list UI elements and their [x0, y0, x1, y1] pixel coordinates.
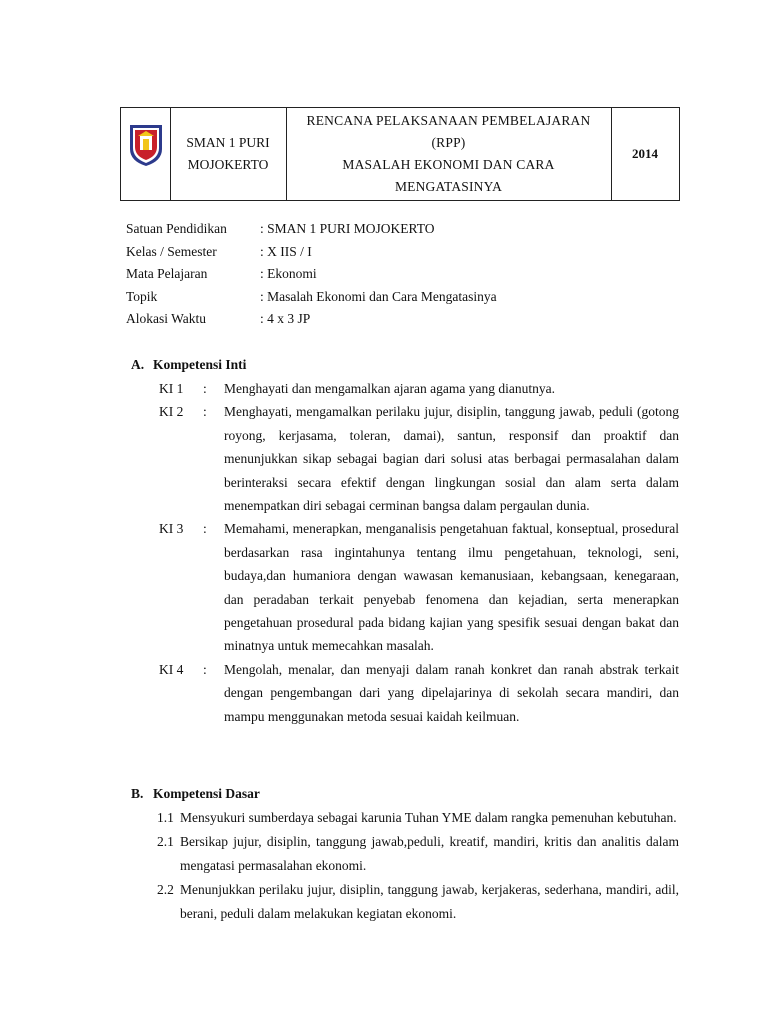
section-b-heading: [131, 786, 260, 802]
identity-label: Alokasi Waktu: [126, 311, 207, 327]
identity-value: : X IIS / I: [260, 243, 312, 259]
ki-code: KI 4: [159, 661, 184, 677]
ki-colon: :: [203, 661, 207, 677]
section-a-title: Kompetensi Inti: [153, 357, 247, 372]
identity-label: Satuan Pendidikan: [126, 221, 227, 236]
identity-row: [126, 286, 686, 309]
ki-item: [159, 517, 679, 657]
title-cell: [286, 108, 611, 201]
ki-code: KI 2: [159, 404, 184, 420]
ki-item: [159, 377, 679, 400]
kd-text: Mensyukuri sumberdaya sebagai karunia Tuhan YME dalam rangka pemenuhan kebutuhan.: [180, 810, 677, 825]
identity-value: : 4 x 3 JP: [260, 311, 311, 327]
ki-colon: :: [203, 381, 207, 396]
school-name-line1: SMAN 1 PURI: [186, 135, 270, 150]
identity-label: Mata Pelajaran: [126, 266, 208, 282]
kd-number: 2.1: [157, 834, 174, 850]
ki-item: [159, 400, 679, 517]
kd-item: [157, 830, 679, 877]
section-a-heading: [131, 357, 246, 373]
identity-label: Kelas / Semester: [126, 243, 217, 259]
identity-row: [126, 263, 686, 286]
section-a-letter: A.: [131, 357, 145, 372]
year-cell: [611, 108, 679, 201]
doc-title-line3: MASALAH EKONOMI DAN CARA: [342, 157, 555, 172]
year-label: 2014: [632, 146, 658, 161]
kd-text: Bersikap jujur, disiplin, tanggung jawab,peduli, kreatif, mandiri, kritis dan analitis dalam mengatasi permasalahan ekonomi.: [180, 834, 679, 873]
school-cell: [170, 108, 286, 201]
doc-title-line4: MENGATASINYA: [394, 179, 503, 194]
doc-title-line1: RENCANA PELAKSANAAN PEMBELAJARAN: [306, 113, 591, 128]
ki-text: Mengolah, menalar, dan menyaji dalam ranah konkret dan ranah abstrak terkait dengan pengembangan dari yang dipelajarinya di sekolah secara mandiri, dan mampu menggunakan metoda sesuai kaidah keilmuan.: [224, 661, 679, 724]
kd-item: [157, 806, 679, 829]
kompetensi-dasar-list: [157, 806, 679, 926]
identity-block: [126, 218, 686, 331]
ki-code: KI 3: [159, 521, 184, 537]
section-b-title: Kompetensi Dasar: [153, 786, 260, 801]
identity-row: [126, 241, 686, 264]
ki-colon: :: [203, 521, 207, 537]
ki-item: [159, 658, 679, 728]
identity-value: : Ekonomi: [260, 266, 317, 282]
doc-title-line2: (RPP): [431, 135, 466, 150]
identity-row: [126, 308, 686, 331]
kompetensi-inti-list: [159, 377, 679, 728]
identity-value: : SMAN 1 PURI MOJOKERTO: [260, 221, 435, 236]
ki-text: Menghayati, mengamalkan perilaku jujur, disiplin, tanggung jawab, peduli (gotong royong, kerjasama, toleran, damai), santun, responsif dan proaktif dan menunjukkan sikap sebagai bagian dari solusi atas berbagai permasalahan dalam berinteraksi secara efektif dengan lingkungan sosial dan alam serta dalam menempatkan diri sebagai cerminan bangsa dalam pergaulan dunia.: [224, 404, 679, 514]
identity-label: Topik: [126, 288, 158, 304]
logo-cell: [120, 108, 170, 201]
kd-text: Menunjukkan perilaku jujur, disiplin, tanggung jawab, kerjakeras, sederhana, mandiri, adil, berani, peduli dalam melakukan kegiatan ekonomi.: [180, 882, 679, 921]
kd-number: 1.1: [157, 810, 174, 825]
school-name-line2: MOJOKERTO: [187, 157, 269, 172]
section-b-letter: B.: [131, 786, 144, 801]
ki-text: Memahami, menerapkan, menganalisis pengetahuan faktual, konseptual, prosedural berdasarkan rasa ingintahunya tentang ilmu pengetahuan, teknologi, seni, budaya,dan humaniora dengan wawasan kemanusiaan, kebangsaan, kenegaraan, dan peradaban terkait penyebab fenomena dan kejadian, serta menerapkan pengetahuan prosedural pada bidang kajian yang spesifik sesuai dengan bakat dan minatnya untuk memecahkan masalah.: [224, 521, 679, 654]
ki-text: Menghayati dan mengamalkan ajaran agama yang dianutnya.: [224, 381, 555, 396]
kd-number: 2.2: [157, 882, 174, 898]
identity-value: : Masalah Ekonomi dan Cara Mengatasinya: [260, 288, 497, 304]
school-logo-icon: [128, 123, 164, 167]
header-table: [120, 107, 680, 201]
ki-colon: :: [203, 404, 207, 420]
ki-code: KI 1: [159, 381, 184, 396]
identity-row: [126, 218, 686, 241]
kd-item: [157, 878, 679, 925]
